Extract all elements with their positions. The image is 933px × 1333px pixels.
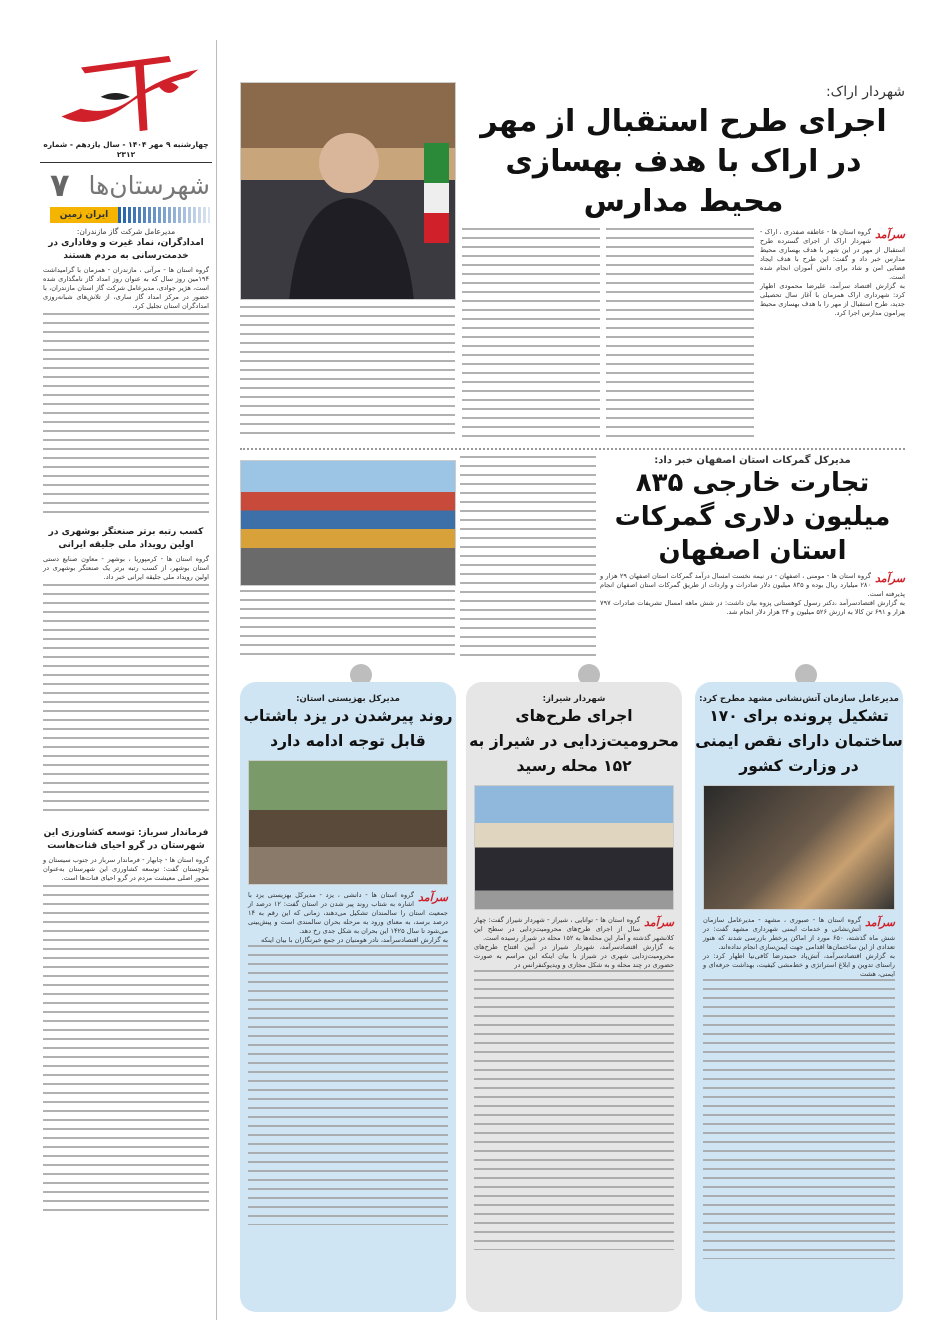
article-lead: گروه استان ها - صبوری ، مشهد - مدیرعامل سازمان آتش‌نشانی و خدمات ایمنی شهرداری مشهد گفت: در شش ماه گذشته، ۶۵۰ مورد از اماکن پرخطر بازرسی شدند که هنوز تعدادی از این ساختمان‌ها اقدامی جهت ایمن‌سازی انجام نداده‌اند. xyxy=(703,916,896,951)
news-box xyxy=(240,682,456,1312)
section-tag: ایران زمین xyxy=(50,207,118,223)
brand-seal: سرآمد xyxy=(643,916,674,929)
article-headline: روند پیرشدن در یزد باشتاب قابل توجه ادامه دارد xyxy=(243,707,453,750)
sidebar xyxy=(40,48,212,1318)
article-kicker: شهردار اراک: xyxy=(825,84,905,100)
article-body-text xyxy=(43,885,209,1215)
elderly-people-photo xyxy=(248,760,448,885)
article-paragraph: به گزارش اقتصادسرآمد، نادر هومنیان در جمع خبرنگاران با بیان اینکه xyxy=(260,936,448,944)
brand-seal: سرآمد xyxy=(874,228,905,241)
top-article xyxy=(462,84,905,442)
article-body-text xyxy=(462,228,600,442)
article-headline: فرماندار سرباز: توسعه کشاورزی این شهرستان در گرو احیای قنات‌هاست xyxy=(43,828,209,851)
brand-seal: سرآمد xyxy=(874,572,905,585)
article-columns xyxy=(462,228,905,442)
article-column xyxy=(600,572,905,617)
column-divider xyxy=(216,40,217,1320)
article-lead: گروه استان ها - عاطفه صفدری ، اراک - شهردار اراک از اجرای گسترده طرح استقبال از مهر در این شهر با هدف بهسازی محیط مدارس خبر داد و گفت: این طرح با هدف ایجاد فضایی امن و شاد برای دانش آموزان انجام شده است. xyxy=(760,228,905,281)
article-text xyxy=(240,891,456,1225)
article-body-text xyxy=(43,313,209,513)
article-lead: گروه استان ها - چابهار - فرماندار سرباز در جنوب سیستان و بلوچستان گفت: توسعه کشاورزی این شهرستان به‌عنوان محور اصلی معیشت مردم در گرو احیای قنات‌ها است. xyxy=(43,856,209,882)
article-body-text xyxy=(240,306,455,440)
issue-date: چهارشنبه ۹ مهر ۱۴۰۴ - سال یازدهم - شماره ۲۳۱۲ xyxy=(40,140,212,163)
middle-article xyxy=(600,455,905,657)
article-lead: گروه استان ها - دانشی ، یزد - مدیرکل بهزیستی یزد با اشاره به شتاب روند پیر شدن در استان گفت: ۱۲ درصد از جمعیت استان را سالمندان تشکیل می‌دهند، زمانی که این رقم به ۱۴ درصد برسد، به معنای ورود به مرحله بحران سالمندی است و پیش‌بینی می‌شود تا سال ۱۴۲۵ این بحران به شکل جدی رخ دهد. xyxy=(248,891,448,935)
article-body-text xyxy=(248,945,448,1225)
article-kicker: مدیرعامل شرکت گاز مازندران: xyxy=(76,227,176,236)
article-paragraph: به گزارش اقتصادسرآمد، آتش‌پاد حمیدرضا کافی‌نیا اظهار کرد: در راستای تدوین و ابلاغ استراتژی و خط‌مشی کیفیت، بهداشت حرفه‌ای و ایمنی، هشت xyxy=(703,952,895,978)
article-body-text xyxy=(240,590,455,656)
article-column xyxy=(760,228,905,442)
section-title: شهرستان‌ها xyxy=(88,170,210,200)
article-headline: تشکیل پرونده برای ۱۷۰ ساختمان دارای نقص ایمنی در وزارت کشور xyxy=(695,707,903,775)
section-tag-bar xyxy=(50,207,210,223)
dotted-divider xyxy=(240,448,905,450)
article-body-text xyxy=(474,970,674,1250)
firefighters-photo xyxy=(703,785,895,910)
article-lead: گروه استان ها - توانایی ، شیراز - شهردار شیراز گفت: چهار سال از اجرای طرح‌های محرومیت‌زدایی در سطح این کلانشهر گذشته و آمار این محله‌ها به ۱۵۲ محله در شیراز رسیده است. xyxy=(474,916,674,942)
article-headline: امدادگران، نماد غیرت و وفاداری در خدمت‌رسانی به مردم هستند xyxy=(48,238,204,261)
sidebar-article xyxy=(40,525,212,814)
sidebar-article xyxy=(40,826,212,1215)
article-lead: گروه استان ها - مرآتی ، مازندران - همزمان با گرامیداشت ۱۹۴مین روز سال که به عنوان روز امداد گاز نامگذاری شده است، هژیر جوادی، مدیرعامل شرکت گاز استان مازندران، با حضور در مرکز امداد گاز ساری، از تلاش‌های شبانه‌روزی امدادگران استان تجلیل کرد. xyxy=(43,266,209,310)
article-text xyxy=(466,916,682,1250)
article-body-text xyxy=(43,584,209,814)
article-lead: گروه استان ها - کرمپوریا ، بوشهر - معاون صنایع دستی استان بوشهر، از کسب رتبه برتر یک صنعتگر بوشهری در اولین رویداد ملی جلیقه ایرانی خبر داد. xyxy=(43,555,209,581)
page-number: ۷ xyxy=(50,166,70,204)
article-lead: گروه استان ها - مومنی ، اصفهان - در نیمه نخست امسال درآمد گمرکات استان اصفهان ۲۹ هزار و ۲۸۰ میلیارد ریال بوده و ۸۳۵ میلیون دلار صادرات و واردات از طریق گمرکات استان اصفهان انجام پذیرفته است. xyxy=(600,572,905,598)
newspaper-logo xyxy=(40,48,212,136)
article-paragraph: به گزارش اقتصادسرآمد ،دکتر رسول کوهستانی پزوه بیان داشت: در شش ماهه امسال تشریفات صادرات ۷۹۷ هزار و ۶۹۱ تن کالا به ارزش ۵۲۶ میلیون و ۳۴ هزار دلار انجام شد. xyxy=(600,599,905,616)
stripe-decoration xyxy=(118,207,210,223)
article-body-text xyxy=(703,979,895,1259)
container-port-photo xyxy=(240,460,456,586)
article-body-text xyxy=(606,228,754,442)
article-kicker: مدیرکل گمرکات استان اصفهان خبر داد: xyxy=(654,455,851,466)
article-kicker: مدیرکل بهزیستی استان: xyxy=(296,694,400,704)
article-headline: کسب رتبه برتر صنعتگر بوشهری در اولین رویداد ملی جلیقه ایرانی xyxy=(48,527,204,550)
sidebar-article xyxy=(40,227,212,513)
article-paragraph: به گزارش اقتصادسرآمد، شهردار شیراز در آیین افتتاح طرح‌های محرومیت‌زدایی شهری در شیراز با بیان اینکه این مراسم به صورت حضوری در چند محله و به شکل مجازی و ویدیوکنفرانس در xyxy=(474,943,674,969)
news-box xyxy=(466,682,682,1312)
article-headline: تجارت خارجی ۸۳۵ میلیون دلاری گمرکات استان اصفهان xyxy=(614,468,891,566)
article-photo xyxy=(240,82,456,300)
article-text xyxy=(695,916,903,1259)
ceremony-photo xyxy=(474,785,674,910)
article-paragraph: به گزارش اقتصاد سرآمد، علیرضا محمودی اظهار کرد: شهرداری اراک همزمان با آغاز سال تحصیلی جدید، طرح استقبال از مهر را با هدف بهسازی محیط پیرامون مدارس اجرا کرد. xyxy=(760,282,905,317)
article-kicker: مدیرعامل سازمان آتش‌نشانی مشهد مطرح کرد: xyxy=(699,694,899,704)
section-header xyxy=(50,167,210,203)
article-headline: اجرای طرح استقبال از مهر در اراک با هدف بهسازی محیط مدارس xyxy=(480,104,887,219)
article-kicker: شهردار شیراز: xyxy=(542,694,606,704)
article-body-text xyxy=(460,456,596,656)
brand-seal: سرآمد xyxy=(864,916,895,929)
brand-seal: سرآمد xyxy=(417,891,448,904)
news-box xyxy=(695,682,903,1312)
article-headline: اجرای طرح‌های محرومیت‌زدایی در شیراز به ۱۵۲ محله رسید xyxy=(469,707,679,775)
